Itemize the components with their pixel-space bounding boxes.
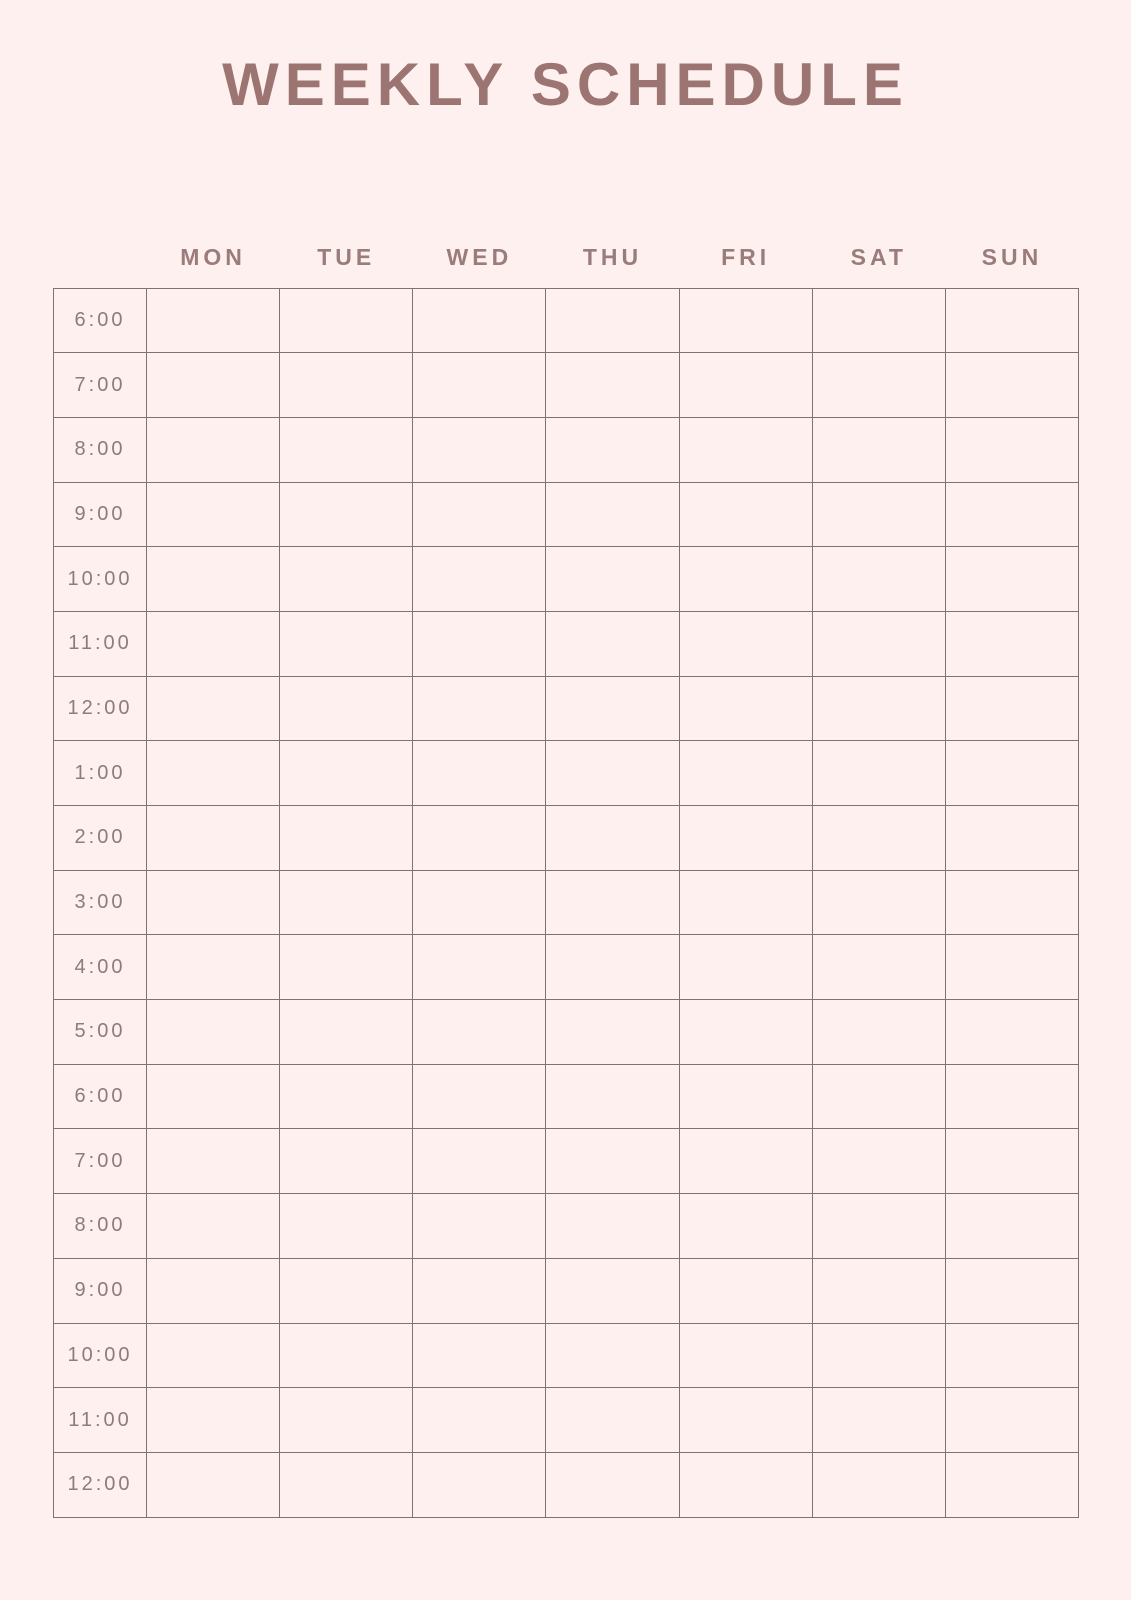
slot-cell-fri-row12 <box>679 1064 812 1129</box>
slot-cell-fri-row16 <box>679 1323 812 1388</box>
slot-cell-thu-row17 <box>546 1388 679 1453</box>
time-label-4: 10:00 <box>54 547 147 612</box>
schedule-row-11 <box>54 1000 1079 1065</box>
slot-cell-tue-row6 <box>280 676 413 741</box>
slot-cell-fri-row8 <box>679 806 812 871</box>
slot-cell-sun-row16 <box>945 1323 1078 1388</box>
schedule-row-1 <box>54 353 1079 418</box>
slot-cell-tue-row11 <box>280 1000 413 1065</box>
schedule-row-4 <box>54 547 1079 612</box>
slot-cell-thu-row12 <box>546 1064 679 1129</box>
slot-cell-fri-row6 <box>679 676 812 741</box>
time-label-17: 11:00 <box>54 1388 147 1453</box>
slot-cell-fri-row5 <box>679 611 812 676</box>
slot-cell-thu-row16 <box>546 1323 679 1388</box>
slot-cell-sun-row8 <box>945 806 1078 871</box>
schedule-row-9 <box>54 870 1079 935</box>
slot-cell-tue-row7 <box>280 741 413 806</box>
page-title: WEEKLY SCHEDULE <box>222 51 909 118</box>
slot-cell-wed-row10 <box>413 935 546 1000</box>
slot-cell-mon-row12 <box>147 1064 280 1129</box>
slot-cell-sun-row13 <box>945 1129 1078 1194</box>
slot-cell-fri-row10 <box>679 935 812 1000</box>
slot-cell-wed-row16 <box>413 1323 546 1388</box>
day-header-sat: SAT <box>850 244 907 271</box>
slot-cell-sun-row10 <box>945 935 1078 1000</box>
slot-cell-sun-row1 <box>945 353 1078 418</box>
slot-cell-sat-row12 <box>812 1064 945 1129</box>
slot-cell-sat-row3 <box>812 482 945 547</box>
day-header-mon: MON <box>180 244 246 271</box>
slot-cell-sat-row7 <box>812 741 945 806</box>
slot-cell-fri-row2 <box>679 417 812 482</box>
schedule-row-5 <box>54 611 1079 676</box>
time-label-0: 6:00 <box>54 288 147 353</box>
slot-cell-tue-row5 <box>280 611 413 676</box>
schedule-row-17 <box>54 1388 1079 1453</box>
time-label-13: 7:00 <box>54 1129 147 1194</box>
day-header-fri: FRI <box>721 244 771 271</box>
slot-cell-thu-row0 <box>546 288 679 353</box>
slot-cell-wed-row17 <box>413 1388 546 1453</box>
slot-cell-mon-row11 <box>147 1000 280 1065</box>
schedule-row-12 <box>54 1064 1079 1129</box>
schedule-row-3 <box>54 482 1079 547</box>
slot-cell-thu-row3 <box>546 482 679 547</box>
slot-cell-tue-row2 <box>280 417 413 482</box>
slot-cell-tue-row8 <box>280 806 413 871</box>
slot-cell-tue-row17 <box>280 1388 413 1453</box>
slot-cell-wed-row18 <box>413 1452 546 1517</box>
time-column-header <box>54 228 147 288</box>
slot-cell-mon-row18 <box>147 1452 280 1517</box>
slot-cell-wed-row6 <box>413 676 546 741</box>
slot-cell-fri-row9 <box>679 870 812 935</box>
slot-cell-tue-row15 <box>280 1258 413 1323</box>
slot-cell-mon-row1 <box>147 353 280 418</box>
slot-cell-mon-row3 <box>147 482 280 547</box>
slot-cell-thu-row9 <box>546 870 679 935</box>
day-header-row-inner <box>54 228 1079 288</box>
slot-cell-sat-row6 <box>812 676 945 741</box>
slot-cell-fri-row7 <box>679 741 812 806</box>
slot-cell-mon-row13 <box>147 1129 280 1194</box>
slot-cell-mon-row10 <box>147 935 280 1000</box>
slot-cell-thu-row5 <box>546 611 679 676</box>
slot-cell-thu-row18 <box>546 1452 679 1517</box>
schedule-row-15 <box>54 1258 1079 1323</box>
slot-cell-mon-row8 <box>147 806 280 871</box>
schedule-row-8 <box>54 806 1079 871</box>
time-label-12: 6:00 <box>54 1064 147 1129</box>
slot-cell-sun-row15 <box>945 1258 1078 1323</box>
slot-cell-wed-row11 <box>413 1000 546 1065</box>
slot-cell-fri-row3 <box>679 482 812 547</box>
slot-cell-tue-row1 <box>280 353 413 418</box>
slot-cell-sun-row5 <box>945 611 1078 676</box>
slot-cell-sun-row0 <box>945 288 1078 353</box>
slot-cell-wed-row14 <box>413 1194 546 1259</box>
slot-cell-mon-row4 <box>147 547 280 612</box>
slot-cell-thu-row15 <box>546 1258 679 1323</box>
slot-cell-sun-row7 <box>945 741 1078 806</box>
slot-cell-sat-row14 <box>812 1194 945 1259</box>
day-header-sun: SUN <box>981 244 1043 271</box>
slot-cell-fri-row15 <box>679 1258 812 1323</box>
slot-cell-mon-row7 <box>147 741 280 806</box>
slot-cell-fri-row14 <box>679 1194 812 1259</box>
slot-cell-sun-row18 <box>945 1452 1078 1517</box>
schedule-row-7 <box>54 741 1079 806</box>
slot-cell-sat-row15 <box>812 1258 945 1323</box>
slot-cell-wed-row5 <box>413 611 546 676</box>
slot-cell-wed-row12 <box>413 1064 546 1129</box>
slot-cell-fri-row18 <box>679 1452 812 1517</box>
slot-cell-fri-row0 <box>679 288 812 353</box>
schedule-row-2 <box>54 417 1079 482</box>
slot-cell-wed-row8 <box>413 806 546 871</box>
slot-cell-sun-row17 <box>945 1388 1078 1453</box>
slot-cell-mon-row5 <box>147 611 280 676</box>
slot-cell-sun-row14 <box>945 1194 1078 1259</box>
slot-cell-tue-row12 <box>280 1064 413 1129</box>
slot-cell-thu-row1 <box>546 353 679 418</box>
slot-cell-wed-row9 <box>413 870 546 935</box>
time-label-1: 7:00 <box>54 353 147 418</box>
slot-cell-wed-row0 <box>413 288 546 353</box>
schedule-row-14 <box>54 1194 1079 1259</box>
slot-cell-mon-row0 <box>147 288 280 353</box>
slot-cell-tue-row9 <box>280 870 413 935</box>
slot-cell-sat-row17 <box>812 1388 945 1453</box>
schedule-row-10 <box>54 935 1079 1000</box>
slot-cell-sat-row11 <box>812 1000 945 1065</box>
time-label-3: 9:00 <box>54 482 147 547</box>
slot-cell-sat-row2 <box>812 417 945 482</box>
slot-cell-thu-row6 <box>546 676 679 741</box>
slot-cell-wed-row7 <box>413 741 546 806</box>
time-label-14: 8:00 <box>54 1194 147 1259</box>
slot-cell-thu-row10 <box>546 935 679 1000</box>
slot-cell-wed-row13 <box>413 1129 546 1194</box>
slot-cell-thu-row4 <box>546 547 679 612</box>
slot-cell-mon-row2 <box>147 417 280 482</box>
slot-cell-wed-row1 <box>413 353 546 418</box>
slot-cell-fri-row13 <box>679 1129 812 1194</box>
schedule-row-18 <box>54 1452 1079 1517</box>
slot-cell-tue-row3 <box>280 482 413 547</box>
slot-cell-sat-row13 <box>812 1129 945 1194</box>
time-label-9: 3:00 <box>54 870 147 935</box>
slot-cell-wed-row3 <box>413 482 546 547</box>
time-label-11: 5:00 <box>54 1000 147 1065</box>
day-header-row <box>54 228 1079 288</box>
slot-cell-tue-row13 <box>280 1129 413 1194</box>
slot-cell-mon-row6 <box>147 676 280 741</box>
slot-cell-sun-row9 <box>945 870 1078 935</box>
schedule-row-13 <box>54 1129 1079 1194</box>
slot-cell-tue-row10 <box>280 935 413 1000</box>
slot-cell-sat-row0 <box>812 288 945 353</box>
slot-cell-sun-row2 <box>945 417 1078 482</box>
slot-cell-wed-row2 <box>413 417 546 482</box>
time-label-16: 10:00 <box>54 1323 147 1388</box>
time-label-2: 8:00 <box>54 417 147 482</box>
day-header-tue: TUE <box>317 244 376 271</box>
slot-cell-sat-row8 <box>812 806 945 871</box>
slot-cell-fri-row1 <box>679 353 812 418</box>
slot-cell-sun-row4 <box>945 547 1078 612</box>
slot-cell-thu-row11 <box>546 1000 679 1065</box>
time-label-18: 12:00 <box>54 1452 147 1517</box>
schedule-grid-body <box>54 288 1079 1517</box>
slot-cell-sun-row6 <box>945 676 1078 741</box>
time-label-6: 12:00 <box>54 676 147 741</box>
slot-cell-mon-row16 <box>147 1323 280 1388</box>
slot-cell-wed-row4 <box>413 547 546 612</box>
slot-cell-fri-row17 <box>679 1388 812 1453</box>
slot-cell-thu-row2 <box>546 417 679 482</box>
slot-cell-thu-row8 <box>546 806 679 871</box>
time-label-10: 4:00 <box>54 935 147 1000</box>
slot-cell-tue-row0 <box>280 288 413 353</box>
slot-cell-thu-row7 <box>546 741 679 806</box>
slot-cell-sat-row18 <box>812 1452 945 1517</box>
slot-cell-tue-row4 <box>280 547 413 612</box>
slot-cell-tue-row18 <box>280 1452 413 1517</box>
slot-cell-sun-row11 <box>945 1000 1078 1065</box>
slot-cell-sun-row3 <box>945 482 1078 547</box>
slot-cell-mon-row14 <box>147 1194 280 1259</box>
schedule-grid <box>53 228 1079 1518</box>
day-header-thu: THU <box>582 244 643 271</box>
slot-cell-tue-row16 <box>280 1323 413 1388</box>
slot-cell-tue-row14 <box>280 1194 413 1259</box>
schedule-row-0 <box>54 288 1079 353</box>
slot-cell-sat-row5 <box>812 611 945 676</box>
time-label-7: 1:00 <box>54 741 147 806</box>
slot-cell-wed-row15 <box>413 1258 546 1323</box>
slot-cell-thu-row13 <box>546 1129 679 1194</box>
time-label-8: 2:00 <box>54 806 147 871</box>
slot-cell-mon-row9 <box>147 870 280 935</box>
slot-cell-fri-row11 <box>679 1000 812 1065</box>
slot-cell-sat-row16 <box>812 1323 945 1388</box>
slot-cell-sat-row1 <box>812 353 945 418</box>
slot-cell-thu-row14 <box>546 1194 679 1259</box>
slot-cell-fri-row4 <box>679 547 812 612</box>
slot-cell-sun-row12 <box>945 1064 1078 1129</box>
time-label-15: 9:00 <box>54 1258 147 1323</box>
schedule-row-16 <box>54 1323 1079 1388</box>
slot-cell-sat-row4 <box>812 547 945 612</box>
schedule-row-6 <box>54 676 1079 741</box>
slot-cell-mon-row15 <box>147 1258 280 1323</box>
slot-cell-mon-row17 <box>147 1388 280 1453</box>
time-label-5: 11:00 <box>54 611 147 676</box>
day-header-wed: WED <box>446 244 513 271</box>
slot-cell-sat-row10 <box>812 935 945 1000</box>
slot-cell-sat-row9 <box>812 870 945 935</box>
